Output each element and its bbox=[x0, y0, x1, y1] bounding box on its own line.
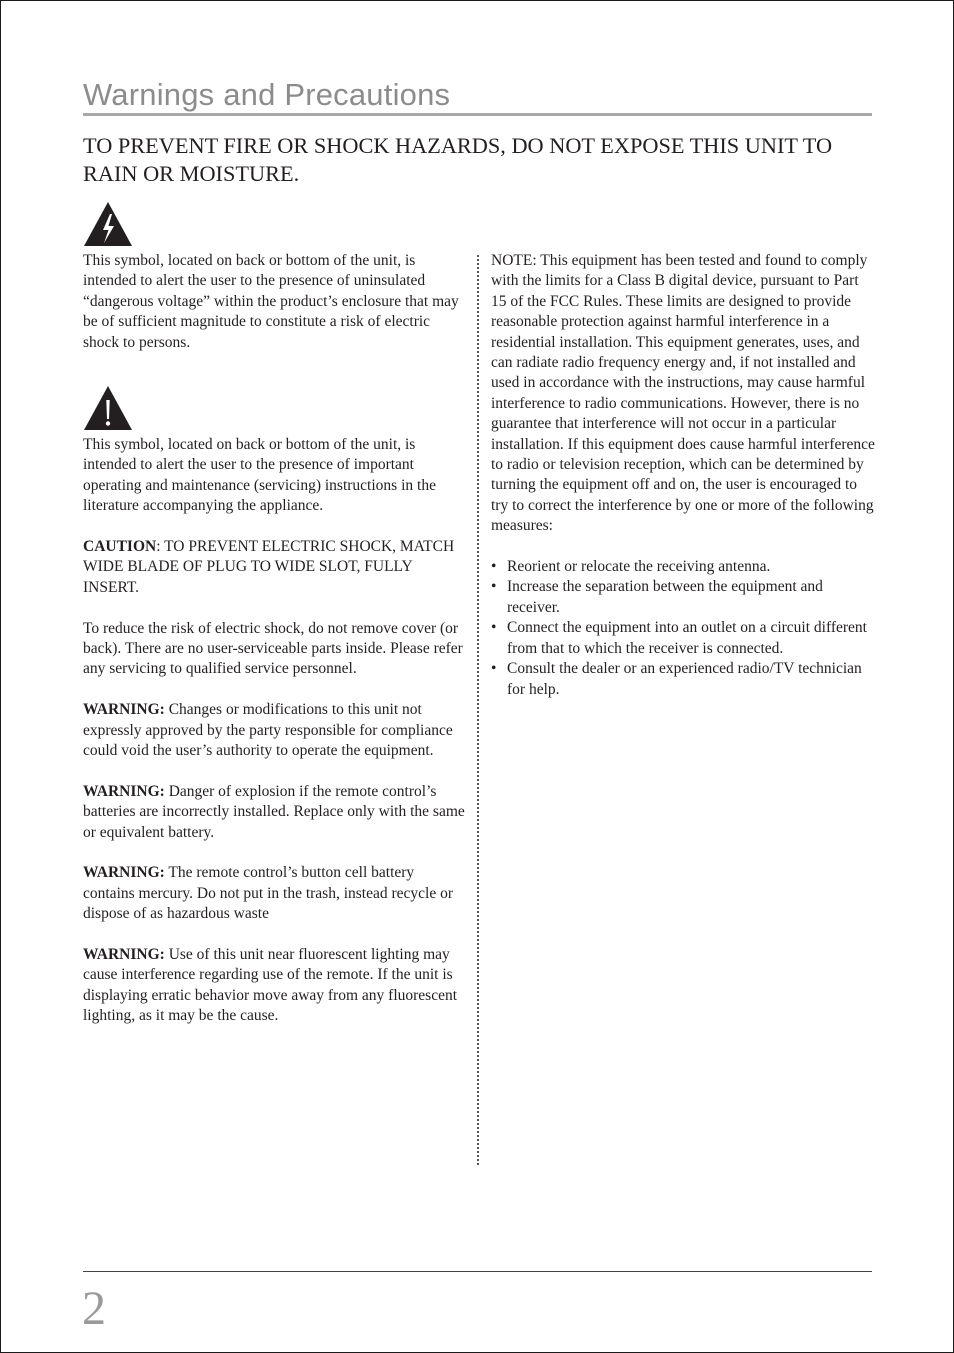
warning-modifications bbox=[83, 700, 468, 761]
list-item bbox=[491, 557, 876, 577]
warning-fluorescent bbox=[83, 945, 468, 1027]
warning-mercury bbox=[83, 863, 468, 924]
caution-label: CAUTION bbox=[83, 538, 157, 556]
exclamation-triangle-icon bbox=[83, 385, 133, 431]
left-column-body bbox=[83, 435, 468, 1027]
list-item-text: Reorient or relocate the receiving antenna. bbox=[507, 558, 771, 576]
list-item bbox=[491, 659, 876, 700]
column-divider bbox=[477, 255, 479, 1165]
warning-text: Changes or modifications to this unit not expressly approved by the party responsible for compliance could void the user’s authority to operate the equipment. bbox=[83, 701, 453, 760]
shock-risk-paragraph: To reduce the risk of electric shock, do not remove cover (or back). There are no user-serviceable parts inside. Please refer any servicing to qualified service personnel. bbox=[83, 619, 463, 678]
list-item-text: Consult the dealer or an experienced radio/TV technician for help. bbox=[507, 660, 862, 698]
fcc-note-text: NOTE: This equipment has been tested and found to comply with the limits for a Class B digital device, pursuant to Part 15 of the FCC Rules. These limits are designed to provide reasonable protection against harmful interference in a residential installation. This equipment generates, uses, and can radiate radio frequency energy and, if not installed and used in accordance with the instructions, may cause harmful interference to radio communications. However, there is no guarantee that interference will not occur in a particular installation. If this equipment does cause harmful interference to radio or television reception, which can be determined by turning the equipment off and on, the user is encouraged to try to correct the interference by one or more of the following measures: bbox=[491, 252, 875, 535]
warning-label: WARNING: bbox=[83, 782, 165, 800]
warning-battery-explosion bbox=[83, 782, 468, 843]
warning-label: WARNING: bbox=[83, 946, 165, 964]
bullet-glyph: • bbox=[491, 660, 497, 678]
hazard-headline: TO PREVENT FIRE OR SHOCK HAZARDS, DO NOT EXPOSE THIS UNIT TO RAIN OR MOISTURE. bbox=[83, 133, 833, 186]
warning-text: Use of this unit near fluorescent lighting may cause interference regarding use of the remote. If the unit is displaying erratic behavior move away from any fluorescent lighting, as it may be the cause. bbox=[83, 946, 458, 1025]
caution-text: : TO PREVENT ELECTRIC SHOCK, MATCH WIDE BLADE OF PLUG TO WIDE SLOT, FULLY INSERT. bbox=[83, 538, 455, 596]
list-item bbox=[491, 577, 876, 618]
list-item-text: Connect the equipment into an outlet on a circuit different from that to which the receiver is connected. bbox=[507, 619, 867, 657]
bullet-glyph: • bbox=[491, 558, 497, 576]
lightning-symbol-text bbox=[83, 251, 468, 353]
fcc-measures-list bbox=[491, 557, 876, 700]
title-underline bbox=[83, 113, 872, 116]
page-number: 2 bbox=[82, 1282, 106, 1335]
list-item-text: Increase the separation between the equipment and receiver. bbox=[507, 578, 823, 616]
bullet-glyph: • bbox=[491, 578, 497, 596]
fcc-notice bbox=[491, 251, 876, 700]
page-title: Warnings and Precautions bbox=[83, 77, 451, 112]
lightning-bolt-triangle-icon bbox=[83, 201, 133, 247]
list-item bbox=[491, 618, 876, 659]
bullet-glyph: • bbox=[491, 619, 497, 637]
warning-text: The remote control’s button cell battery contains mercury. Do not put in the trash, instead recycle or dispose of as hazardous waste bbox=[83, 864, 454, 923]
lightning-description: This symbol, located on back or bottom of the unit, is intended to alert the user to the presence of uninsulated “dangerous voltage” within the product’s enclosure that may be of sufficient magnitude to constitute a risk of electric shock to persons. bbox=[83, 252, 459, 351]
warning-label: WARNING: bbox=[83, 701, 165, 719]
caution-paragraph bbox=[83, 537, 468, 598]
exclamation-description: This symbol, located on back or bottom of the unit, is intended to alert the user to the presence of important operating and maintenance (servicing) instructions in the literature accompanying the appliance. bbox=[83, 436, 436, 515]
warning-label: WARNING: bbox=[83, 864, 165, 882]
warning-text: Danger of explosion if the remote control’s batteries are incorrectly installed. Replace only with the same or equivalent battery. bbox=[83, 782, 465, 841]
footer-rule bbox=[83, 1271, 872, 1272]
